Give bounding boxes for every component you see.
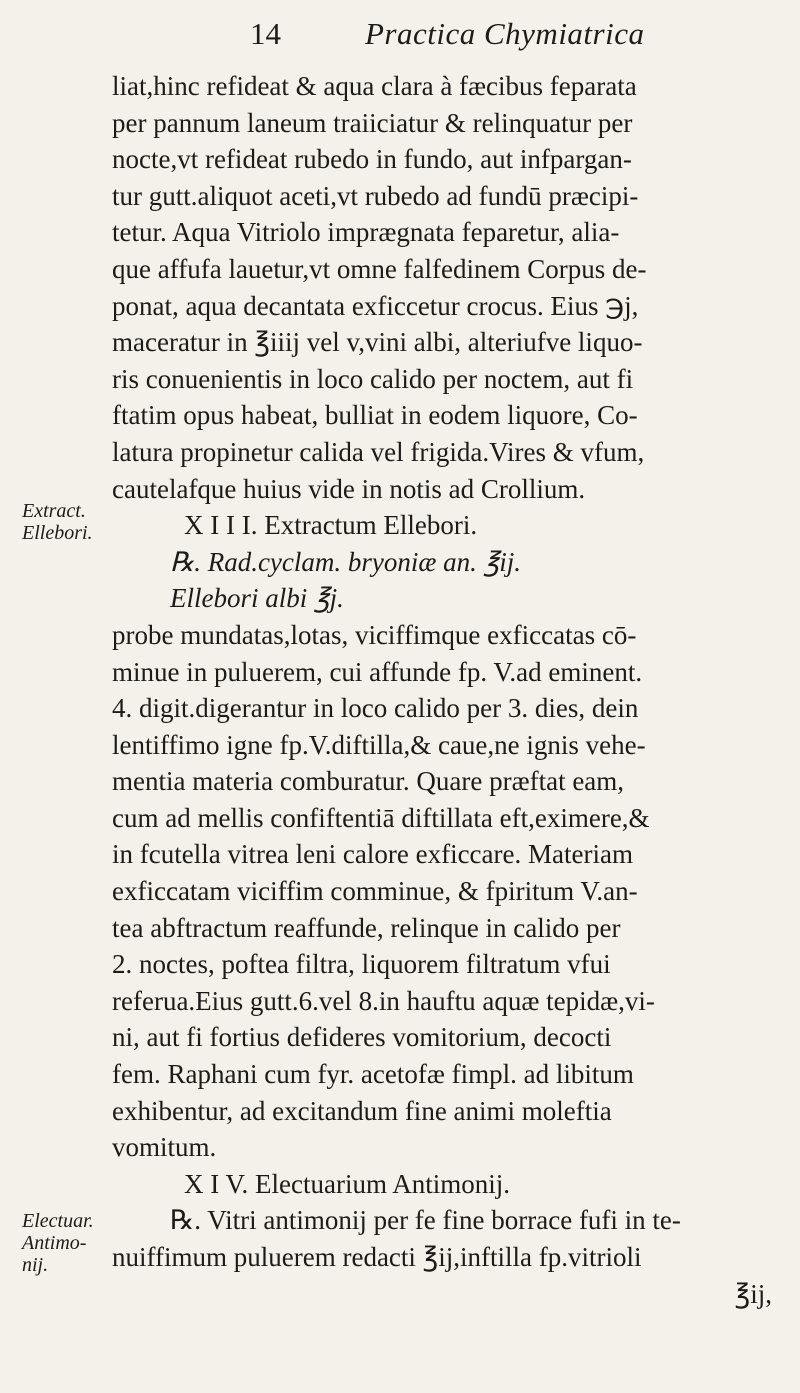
text-line: 4. digit.digerantur in loco calido per 3. dies, dein xyxy=(112,693,639,724)
margin-note-line: Ellebori. xyxy=(22,522,93,544)
text-line: minue in puluerem, cui affunde fp. V.ad eminent. xyxy=(112,656,643,687)
catchword: ℥ij, xyxy=(734,1278,772,1309)
margin-note-extract-ellebori xyxy=(22,500,110,544)
text-line: 2. noctes, poftea filtra, liquorem filtratum vfui xyxy=(112,949,611,980)
text-line: liat,hinc refideat & aqua clara à fæcibus feparata xyxy=(112,71,637,101)
text-line: nuiffimum puluerem redacti ℥ij,inftilla fp.vitrioli xyxy=(112,1242,642,1272)
text-line: ponat, aqua decantata exficcetur crocus. Eius ℈j, xyxy=(112,290,639,321)
text-line: maceratur in ℥iiij vel v,vini albi, alteriufve liquo- xyxy=(112,327,643,358)
text-line: tetur. Aqua Vitriolo imprægnata feparetur, alia- xyxy=(112,217,620,248)
text-line: exhibentur, ad excitandum fine animi moleftia xyxy=(112,1095,612,1126)
text-line: cum ad mellis confiftentiā diftillata eft,eximere,& xyxy=(112,802,650,833)
text-line: tur gutt.aliquot aceti,vt rubedo ad fundū præcipi- xyxy=(112,180,639,211)
margin-note-electuarium-antimonii xyxy=(22,1210,110,1276)
text-line: nocte,vt refideat rubedo in fundo, aut infpargan- xyxy=(112,144,632,175)
text-line: que affufa lauetur,vt omne falfedinem Corpus de- xyxy=(112,253,647,284)
running-title: Practica Chymiatrica xyxy=(365,16,645,51)
text-line: ℞. Vitri antimonij per fe fine borrace fufi in te- xyxy=(170,1205,681,1236)
text-line: vomitum. xyxy=(112,1132,217,1163)
text-line: ni, aut fi fortius defideres vomitorium, decocti xyxy=(112,1022,612,1053)
text-line: per pannum laneum traiiciatur & relinquatur per xyxy=(112,107,633,138)
text-line: exficcatam viciffim comminue, & fpiritum V.an- xyxy=(112,876,638,907)
page-number: 14 xyxy=(250,16,281,51)
text-line: ftatim opus habeat, bulliat in eodem liquore, Co- xyxy=(112,400,638,431)
margin-note-line: Electuar. xyxy=(22,1210,94,1232)
recipe-line: ℞. Rad.cyclam. bryoniæ an. ℥ij. xyxy=(170,546,521,577)
body-text xyxy=(112,68,784,1312)
text-line: mentia materia comburatur. Quare præftat eam, xyxy=(112,766,625,797)
recipe-line: Ellebori albi ℥j. xyxy=(170,583,344,614)
text-line: lentiffimo igne fp.V.diftilla,& caue,ne ignis vehe- xyxy=(112,729,646,760)
text-line: tea abftractum reaffunde, relinque in calido per xyxy=(112,912,621,943)
text-line: probe mundatas,lotas, viciffimque exficcatas cō- xyxy=(112,619,637,650)
margin-note-line: nij. xyxy=(22,1254,49,1276)
section-heading-xiv: X I V. Electuarium Antimonij. xyxy=(184,1168,510,1199)
margin-note-line: Antimo- xyxy=(22,1232,87,1254)
text-line: latura propinetur calida vel frigida.Vires & vfum, xyxy=(112,436,645,467)
text-line: ris conuenientis in loco calido per noctem, aut fi xyxy=(112,363,634,394)
text-line: referua.Eius gutt.6.vel 8.in hauftu aquæ tepidæ,vi- xyxy=(112,985,655,1016)
text-line: in fcutella vitrea leni calore exficcare. Materiam xyxy=(112,839,633,870)
margin-note-line: Extract. xyxy=(22,500,86,522)
section-heading-xiii: X I I I. Extractum Ellebori. xyxy=(184,510,478,541)
text-line: fem. Raphani cum fyr. acetofæ fimpl. ad libitum xyxy=(112,1059,634,1090)
text-line: cautelafque huius vide in notis ad Crollium. xyxy=(112,473,586,504)
